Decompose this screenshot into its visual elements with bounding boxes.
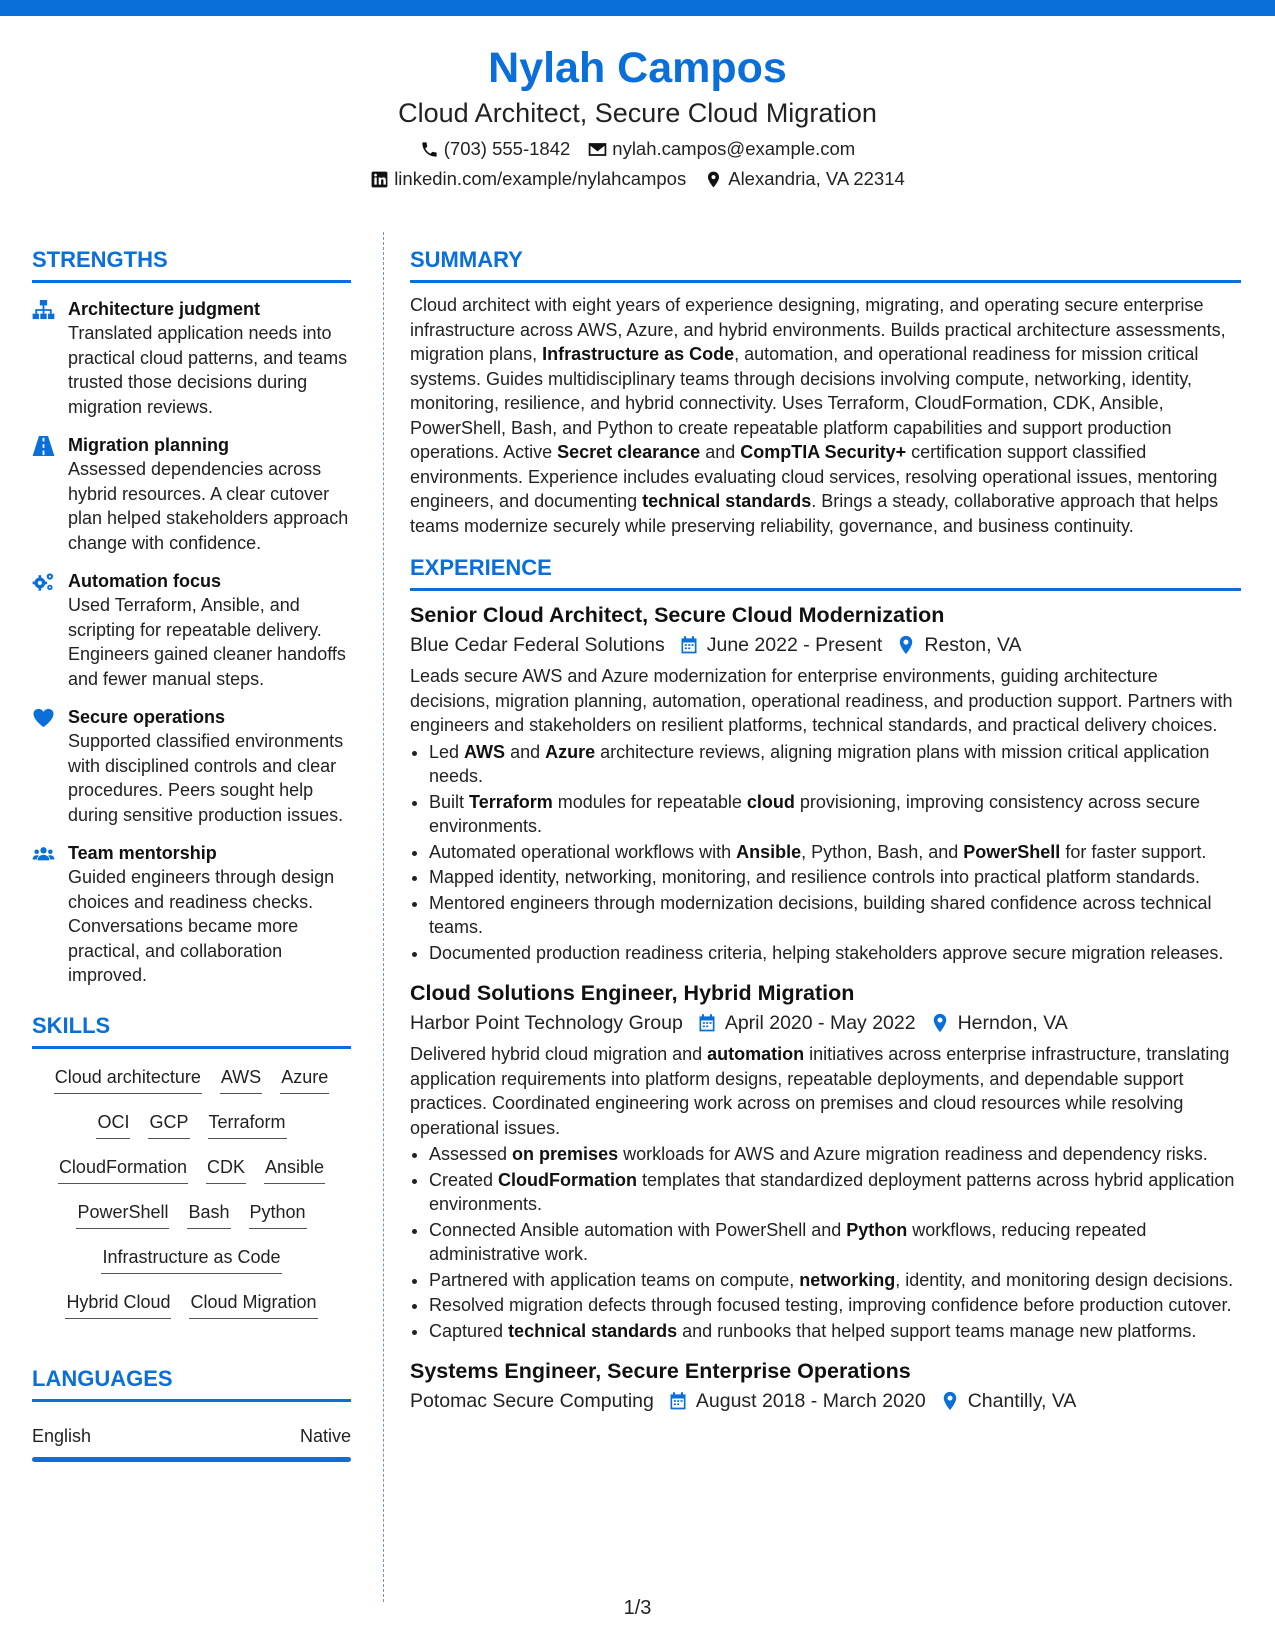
strength-item	[32, 569, 351, 691]
job-bullets	[410, 740, 1241, 966]
email-address[interactable]: nylah.campos@example.com	[612, 138, 856, 159]
experience-heading: EXPERIENCE	[410, 555, 552, 580]
summary-text: Cloud architect with eight years of experience designing, migrating, and operating secure enterprise infrastructure across AWS, Azure, and hybrid environments. Builds practical architecture assessments, migration plans, Infrastructure as Code, automation, and operational readiness for mission critical systems. Guides multidisciplinary teams through decisions involving compute, networking, identity, monitoring, resilience, and hybrid connectivity. Uses Terraform, CloudFormation, CDK, Ansible, PowerShell, Bash, and Python to create repeatable platform capabilities and support production operations. Active Secret clearance and CompTIA Security+ certification support classified environments. Experience includes evaluating cloud services, resolving operational issues, mentoring engineers, and documenting technical standards. Brings a steady, collaborative approach that helps teams modernize securely while preserving reliability, governance, and business continuity.	[410, 295, 1226, 536]
skill-tag: Cloud architecture	[54, 1065, 202, 1094]
skills-list	[32, 1059, 351, 1329]
job-bullet: • Resolved migration defects through focused testing, improving confidence before production cutover.	[429, 1293, 1241, 1318]
job-meta	[410, 1387, 1241, 1415]
language-item	[32, 1424, 351, 1448]
job-description: Leads secure AWS and Azure modernization for enterprise environments, guiding architecture decisions, migration planning, automation, operational readiness, and production support. Partners with engineers and stakeholders on resilient platforms, technical standards, and practical delivery choices.	[410, 666, 1233, 735]
job-location: Reston, VA	[924, 634, 1022, 656]
calendar-icon	[668, 1391, 688, 1411]
section-rule	[32, 1399, 351, 1402]
job-bullet: • Led AWS and Azure architecture reviews, aligning migration plans with mission critical application needs.	[429, 740, 1241, 789]
experience-list	[410, 601, 1241, 1415]
job-bullet: • Built Terraform modules for repeatable cloud provisioning, improving consistency across secure environments.	[429, 790, 1241, 839]
right-column	[410, 246, 1241, 1415]
skill-tag: Cloud Migration	[189, 1290, 317, 1319]
job-bullet: • Assessed on premises workloads for AWS and Azure migration readiness and dependency risks.	[429, 1142, 1241, 1167]
road-icon	[32, 436, 55, 456]
strength-title: Automation focus	[68, 571, 221, 591]
users-icon	[32, 844, 55, 864]
contact-row-2	[0, 166, 1275, 192]
section-rule	[32, 280, 351, 283]
strength-desc: Used Terraform, Ansible, and scripting for repeatable delivery. Engineers gained cleaner handoffs and fewer manual steps.	[68, 595, 346, 689]
map-pin-icon	[930, 1013, 950, 1033]
skills-heading: SKILLS	[32, 1012, 111, 1038]
strength-item	[32, 297, 351, 419]
page-number: 1/3	[623, 1597, 652, 1619]
linkedin-icon	[370, 170, 389, 189]
location-text: Alexandria, VA 22314	[728, 168, 905, 189]
language-level-bar	[32, 1457, 351, 1462]
language-name: English	[32, 1425, 92, 1446]
job-title: Systems Engineer, Secure Enterprise Operations	[410, 1359, 911, 1383]
skill-tag: Infrastructure as Code	[101, 1245, 281, 1274]
sitemap-icon	[32, 300, 55, 320]
strength-title: Migration planning	[68, 435, 229, 455]
skill-tag: Hybrid Cloud	[65, 1290, 171, 1319]
job-entry	[410, 601, 1241, 965]
job-title: Senior Cloud Architect, Secure Cloud Modernization	[410, 603, 945, 627]
skill-tag: Ansible	[264, 1155, 325, 1184]
summary-heading: SUMMARY	[410, 247, 523, 272]
job-company: Potomac Secure Computing	[410, 1390, 654, 1412]
skill-tag: Terraform	[208, 1110, 287, 1139]
skill-tag: Python	[249, 1200, 307, 1229]
skill-tag: Bash	[187, 1200, 230, 1229]
skill-tag: PowerShell	[76, 1200, 169, 1229]
job-bullet: • Partnered with application teams on compute, networking, identity, and monitoring design decisions.	[429, 1268, 1241, 1293]
job-bullet: • Captured technical standards and runbooks that helped support teams manage new platforms.	[429, 1319, 1241, 1344]
job-location: Chantilly, VA	[967, 1390, 1077, 1412]
section-rule	[410, 588, 1241, 591]
job-bullet: • Automated operational workflows with Ansible, Python, Bash, and PowerShell for faster support.	[429, 840, 1241, 865]
skill-row	[32, 1239, 351, 1284]
strength-item	[32, 705, 351, 827]
column-divider	[383, 232, 384, 1602]
job-bullet: • Documented production readiness criteria, helping stakeholders approve secure migration releases.	[429, 941, 1241, 966]
skill-row	[32, 1284, 351, 1329]
phone-number: (703) 555-1842	[443, 138, 571, 159]
phone-icon	[420, 140, 439, 159]
skill-row	[32, 1149, 351, 1194]
skill-tag: Azure	[280, 1065, 329, 1094]
job-bullets	[410, 1142, 1241, 1343]
strength-item	[32, 433, 351, 555]
job-title: Cloud Solutions Engineer, Hybrid Migration	[410, 981, 855, 1005]
job-bullet: • Connected Ansible automation with PowerShell and Python workflows, reducing repeated administrative work.	[429, 1218, 1241, 1267]
candidate-name: Nylah Campos	[488, 44, 787, 92]
strength-desc: Supported classified environments with disciplined controls and clear procedures. Peers sought help during sensitive production issues.	[68, 731, 344, 825]
strength-item	[32, 841, 351, 988]
heart-icon	[32, 708, 55, 728]
calendar-icon	[697, 1013, 717, 1033]
skill-tag: CloudFormation	[58, 1155, 188, 1184]
job-dates: April 2020 - May 2022	[724, 1012, 916, 1034]
section-rule	[32, 1046, 351, 1049]
map-pin-icon	[704, 170, 723, 189]
job-location: Herndon, VA	[957, 1012, 1068, 1034]
job-dates: August 2018 - March 2020	[695, 1390, 926, 1412]
job-company: Harbor Point Technology Group	[410, 1012, 683, 1034]
strength-desc: Guided engineers through design choices and readiness checks. Conversations became more practical, and collaboration improved.	[68, 867, 335, 985]
job-bullet: • Mapped identity, networking, monitoring, and resilience controls into practical platform standards.	[429, 865, 1241, 890]
job-meta	[410, 1009, 1241, 1037]
resume-header	[0, 42, 1275, 192]
skill-tag: CDK	[206, 1155, 246, 1184]
skill-row	[32, 1104, 351, 1149]
job-bullet: • Created CloudFormation templates that standardized deployment patterns across hybrid application environments.	[429, 1168, 1241, 1217]
gears-icon	[32, 572, 55, 592]
contact-row-1	[0, 136, 1275, 162]
strength-title: Secure operations	[68, 707, 226, 727]
languages-heading: LANGUAGES	[32, 1365, 173, 1391]
skill-row	[32, 1059, 351, 1104]
location-contact	[704, 166, 905, 192]
phone-contact	[420, 136, 571, 162]
strengths-heading: STRENGTHS	[32, 247, 168, 272]
email-contact[interactable]	[588, 136, 855, 162]
job-entry	[410, 979, 1241, 1343]
skill-tag: OCI	[96, 1110, 130, 1139]
map-pin-icon	[896, 635, 916, 655]
job-company: Blue Cedar Federal Solutions	[410, 634, 665, 656]
top-accent-bar	[0, 0, 1275, 16]
calendar-icon	[679, 635, 699, 655]
strength-title: Team mentorship	[68, 843, 217, 863]
skill-tag: AWS	[220, 1065, 262, 1094]
job-meta	[410, 631, 1241, 659]
strength-desc: Translated application needs into practical cloud patterns, and teams trusted those decisions during migration reviews.	[68, 323, 348, 417]
linkedin-contact[interactable]	[370, 166, 686, 192]
left-column	[32, 246, 351, 1462]
job-bullet: • Mentored engineers through modernization decisions, building shared confidence across technical teams.	[429, 891, 1241, 940]
section-rule	[410, 280, 1241, 283]
job-dates: June 2022 - Present	[706, 634, 883, 656]
map-pin-icon	[940, 1391, 960, 1411]
skill-tag: GCP	[148, 1110, 189, 1139]
job-description: Delivered hybrid cloud migration and automation initiatives across enterprise infrastructure, translating application requirements into platform designs, repeatable deployments, and dependable support practices. Coordinated engineering work across on premises and cloud resources while resolving operational issues.	[410, 1044, 1230, 1138]
candidate-title: Cloud Architect, Secure Cloud Migration	[398, 98, 877, 128]
strength-desc: Assessed dependencies across hybrid resources. A clear cutover plan helped stakeholders approach change with confidence.	[68, 459, 349, 553]
language-level: Native	[299, 1425, 351, 1446]
job-entry	[410, 1357, 1241, 1415]
skill-row	[32, 1194, 351, 1239]
linkedin-url[interactable]: linkedin.com/example/nylahcampos	[394, 168, 687, 189]
strength-title: Architecture judgment	[68, 299, 261, 319]
envelope-icon	[588, 140, 607, 159]
